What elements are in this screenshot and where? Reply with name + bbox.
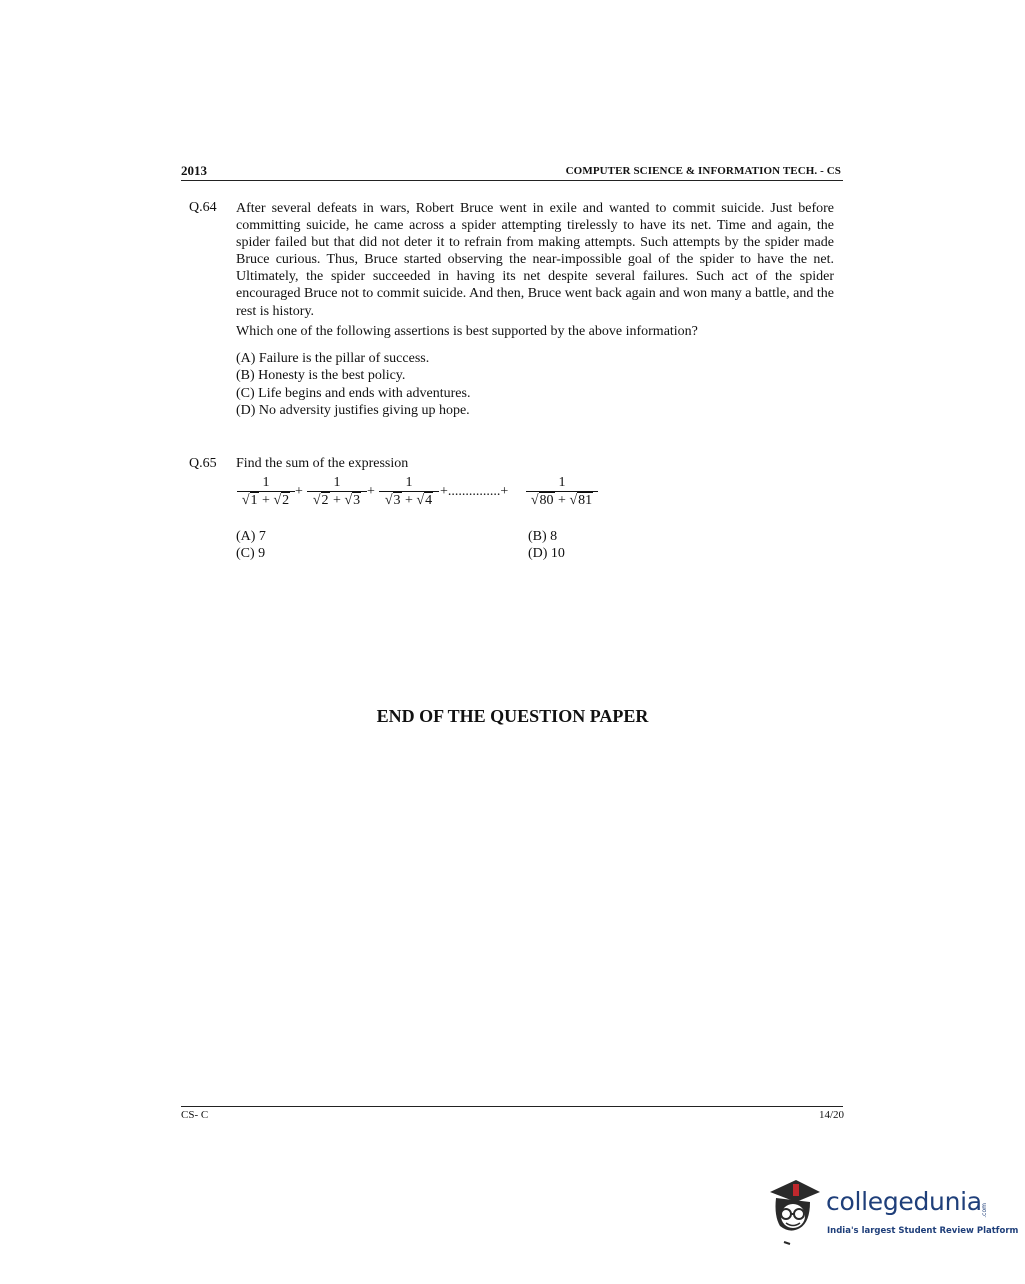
logo-tagline: India's largest Student Review Platform: [827, 1226, 1019, 1236]
term-last-denominator: √80 + √81: [530, 493, 593, 508]
question-64-option-c: (C) Life begins and ends with adventures.: [236, 385, 471, 401]
end-of-paper-title: END OF THE QUESTION PAPER: [376, 706, 649, 726]
question-64-prompt: Which one of the following assertions is best supported by the above information?: [236, 324, 698, 339]
expression-term-1: [237, 474, 295, 510]
expression-term-last: [526, 474, 598, 510]
plus-sign: +: [295, 484, 303, 499]
header-divider: [181, 180, 843, 181]
footer-page-number: 14/20: [818, 1109, 844, 1121]
question-64-number: Q.64: [189, 200, 217, 215]
header-year: 2013: [181, 163, 207, 178]
ellipsis-plus: +...............+: [440, 484, 509, 499]
term-3-denominator: √3 + √4: [384, 493, 433, 508]
header-subject: COMPUTER SCIENCE & INFORMATION TECH. - CS: [565, 165, 841, 177]
question-64-option-b: (B) Honesty is the best policy.: [236, 368, 406, 384]
question-64-options: [236, 350, 470, 419]
question-65-option-b: (B) 8: [528, 529, 558, 544]
expression-term-3: [379, 474, 439, 510]
question-64-option-a: (A) Failure is the pillar of success.: [236, 351, 430, 366]
question-65-number: Q.65: [189, 456, 217, 471]
footer-divider: [181, 1106, 843, 1107]
question-64-passage: After several defeats in wars, Robert Bruce went in exile and wanted to commit suicide. Just before committing suicide, he came across a spider attempting tirelessly to have its net. Time and again, the spider failed but that did not deter it to refrain from making attempts. Such attempts by the spider made Bruce curious. Thus, Bruce started observing the near-impossible goal of the spider to have the net. Ultimately, the spider succeeded in having its net despite several failures. Such act of the spider encouraged Bruce not to commit suicide. And then, Bruce went back again and won many a battle, and the rest is history.: [236, 201, 834, 319]
footer-paper-code: CS- C: [181, 1109, 209, 1121]
term-2-denominator: √2 + √3: [312, 493, 361, 508]
question-64-option-d: (D) No adversity justifies giving up hope.: [236, 402, 470, 418]
term-1-denominator: √1 + √2: [241, 493, 290, 508]
logo-domain: .com: [981, 1203, 988, 1218]
question-65-option-a: (A) 7: [236, 529, 266, 544]
term-2-numerator: 1: [333, 475, 341, 490]
term-1-numerator: 1: [262, 475, 270, 490]
term-3-numerator: 1: [405, 475, 413, 490]
logo-wordmark: collegedunia: [826, 1187, 982, 1216]
term-last-numerator: 1: [558, 475, 566, 490]
question-65-option-c: (C) 9: [236, 546, 266, 561]
plus-sign: +: [367, 484, 375, 499]
question-65-prompt: Find the sum of the expression: [236, 456, 409, 471]
question-65-option-d: (D) 10: [528, 546, 565, 561]
expression-term-2: [307, 474, 367, 510]
